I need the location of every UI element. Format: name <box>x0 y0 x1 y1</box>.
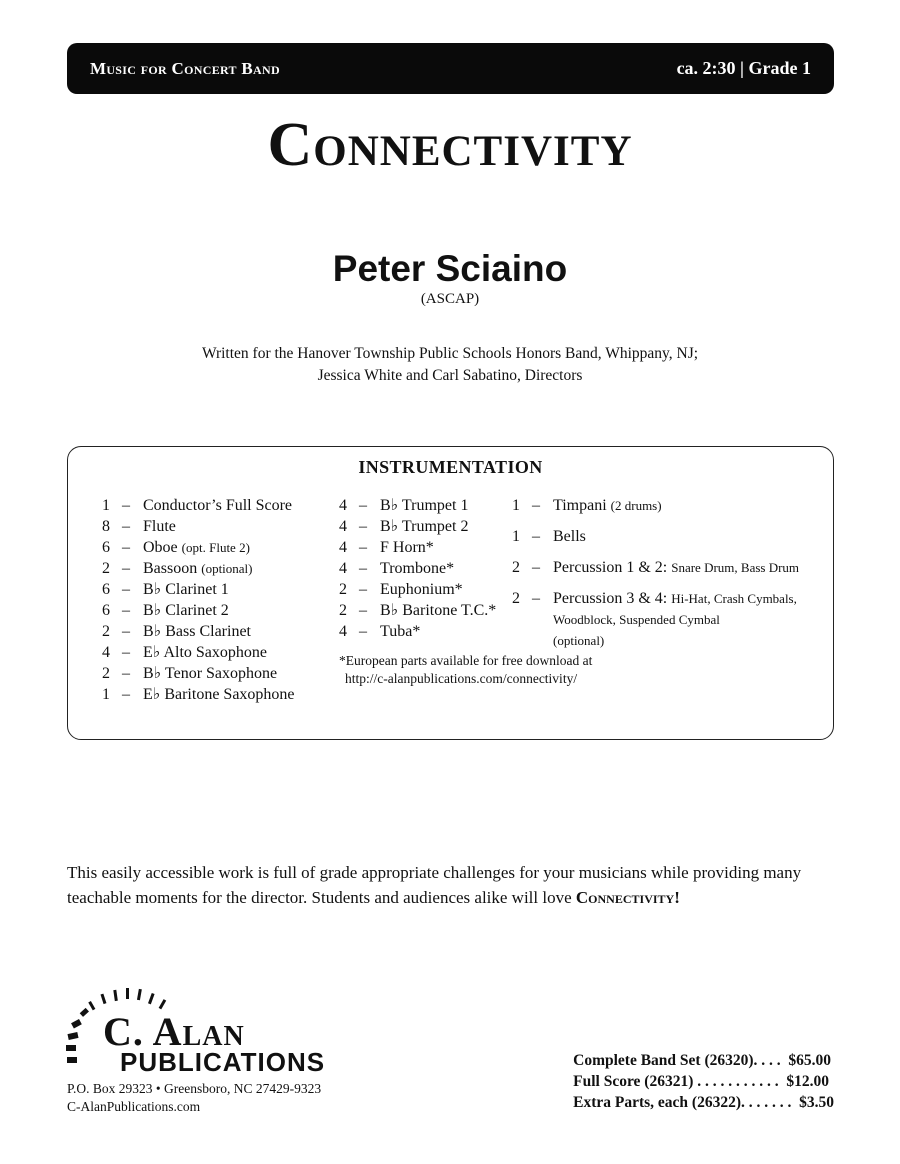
dedication-line-2: Jessica White and Carl Sabatino, Directors <box>317 367 583 384</box>
composer-name: Peter Sciaino <box>332 248 568 289</box>
part-dash: – <box>122 581 130 598</box>
part-note: (opt. Flute 2) <box>181 540 250 555</box>
part-note: Hi-Hat, Crash Cymbals, Woodblock, Suspended Cymbal <box>553 591 797 627</box>
part-name: F Horn* <box>380 539 434 556</box>
logo-mark <box>80 1008 89 1017</box>
logo-mark <box>67 1057 77 1063</box>
part-qty: 4 <box>102 644 110 661</box>
logo-mark <box>67 1032 78 1040</box>
website: C-AlanPublications.com <box>67 1099 201 1114</box>
instrument-row <box>512 588 818 651</box>
instrument-row <box>512 557 818 578</box>
european-note-url: http://c-alanpublications.com/connectivity/ <box>345 671 578 686</box>
part-name <box>553 495 662 516</box>
part-dash: – <box>532 590 540 607</box>
instrument-row <box>102 537 295 558</box>
part-qty: 8 <box>102 518 110 535</box>
instrumentation-column-1 <box>102 495 295 705</box>
part-name: Trombone* <box>380 560 455 577</box>
publisher-address <box>67 1080 321 1116</box>
part-dash: – <box>122 644 130 661</box>
part-qty: 2 <box>102 560 110 577</box>
logo-mark <box>159 999 167 1009</box>
part-qty: 2 <box>339 602 347 619</box>
part-dash: – <box>122 539 130 556</box>
part-name: B♭ Bass Clarinet <box>143 623 251 640</box>
part-name: B♭ Clarinet 2 <box>143 602 229 619</box>
part-dash: – <box>359 623 367 640</box>
price-row: Extra Parts, each (26322). . . . . . . $3.50 <box>573 1094 834 1111</box>
part-qty: 4 <box>339 560 347 577</box>
instrument-row <box>512 495 818 516</box>
part-qty: 1 <box>512 497 520 514</box>
part-note: (2 drums) <box>610 498 662 513</box>
part-dash: – <box>359 518 367 535</box>
instrumentation-column-3 <box>512 495 818 651</box>
part-name: Bells <box>553 528 586 545</box>
price-row: Full Score (26321) . . . . . . . . . . . $12.00 <box>573 1073 830 1090</box>
instrument-row <box>339 579 496 600</box>
instrument-row <box>102 600 295 621</box>
part-qty: 2 <box>512 590 520 607</box>
instrumentation-box <box>67 446 834 740</box>
part-name: E♭ Alto Saxophone <box>143 644 267 661</box>
part-dash: – <box>359 602 367 619</box>
part-name <box>553 588 818 651</box>
part-optional-note: (optional) <box>553 633 605 648</box>
part-qty: 6 <box>102 602 110 619</box>
instrument-row <box>102 684 295 705</box>
instrument-row <box>512 526 818 547</box>
instrument-row <box>102 642 295 663</box>
part-name <box>143 537 250 558</box>
part-name: E♭ Baritone Saxophone <box>143 686 295 703</box>
part-name: B♭ Trumpet 2 <box>380 518 469 535</box>
publisher-name-sub: PUBLICATIONS <box>120 1047 326 1077</box>
publisher-name: C. Alan <box>103 1009 245 1054</box>
dedication <box>0 343 900 387</box>
description-text: This easily accessible work is full of grade appropriate challenges for your musicians while providing many teachable moments for the director. Students and audiences alike will love <box>67 863 802 907</box>
instrument-row <box>339 495 496 516</box>
part-dash: – <box>122 560 130 577</box>
part-name-text: Percussion 3 & 4: <box>553 590 668 607</box>
part-name-text: Percussion 1 & 2: <box>553 559 668 576</box>
part-name: Conductor’s Full Score <box>143 497 293 514</box>
instrument-row <box>339 621 496 642</box>
instrument-row <box>102 558 295 579</box>
price-list <box>573 1050 834 1113</box>
logo-mark <box>66 1045 76 1051</box>
description-title-emphasis: Connectivity! <box>575 888 680 907</box>
part-qty: 1 <box>102 686 110 703</box>
european-note-line-1: *European parts available for free download at <box>339 653 593 668</box>
part-name-text: Timpani <box>553 497 607 514</box>
part-dash: – <box>122 665 130 682</box>
part-dash: – <box>359 539 367 556</box>
part-name-text: Oboe <box>143 539 178 556</box>
description <box>67 860 847 910</box>
logo-mark <box>126 988 129 999</box>
instrument-row <box>102 495 295 516</box>
instrument-row <box>102 663 295 684</box>
part-note: Snare Drum, Bass Drum <box>671 560 800 575</box>
part-qty: 2 <box>339 581 347 598</box>
address-line: P.O. Box 29323 • Greensboro, NC 27429-9323 <box>67 1081 322 1096</box>
part-name: B♭ Clarinet 1 <box>143 581 229 598</box>
part-name: B♭ Tenor Saxophone <box>143 665 278 682</box>
logo-mark <box>101 994 107 1004</box>
part-qty: 4 <box>339 539 347 556</box>
instrument-row <box>339 516 496 537</box>
logo-mark <box>113 990 118 1001</box>
part-dash: – <box>122 518 130 535</box>
instrument-row <box>102 579 295 600</box>
part-dash: – <box>359 497 367 514</box>
header-bar <box>67 43 834 94</box>
part-qty: 4 <box>339 623 347 640</box>
duration-grade: ca. 2:30 | Grade 1 <box>676 58 811 78</box>
instrumentation-heading: INSTRUMENTATION <box>358 457 543 477</box>
part-dash: – <box>532 559 540 576</box>
dedication-line-1: Written for the Hanover Township Public Schools Honors Band, Whippany, NJ; <box>201 345 699 362</box>
part-dash: – <box>359 581 367 598</box>
part-dash: – <box>359 560 367 577</box>
part-dash: – <box>122 602 130 619</box>
series-label: Music for Concert Band <box>90 58 280 78</box>
part-qty: 4 <box>339 497 347 514</box>
part-qty: 1 <box>102 497 110 514</box>
logo-mark <box>88 1001 95 1010</box>
instrument-row <box>102 516 295 537</box>
part-qty: 2 <box>512 559 520 576</box>
part-dash: – <box>122 623 130 640</box>
page-title: Connectivity <box>267 111 633 179</box>
part-name <box>553 557 799 578</box>
part-dash: – <box>532 497 540 514</box>
part-dash: – <box>122 686 130 703</box>
part-qty: 6 <box>102 539 110 556</box>
part-note: (optional) <box>201 561 253 576</box>
part-qty: 4 <box>339 518 347 535</box>
logo-mark <box>148 993 155 1004</box>
logo-mark <box>71 1019 82 1029</box>
part-name: B♭ Trumpet 1 <box>380 497 469 514</box>
part-name: Euphonium* <box>380 581 463 598</box>
price-row: Complete Band Set (26320). . . . $65.00 <box>573 1052 832 1069</box>
part-qty: 2 <box>102 665 110 682</box>
part-name: Flute <box>143 518 176 535</box>
part-name <box>143 558 253 579</box>
part-qty: 2 <box>102 623 110 640</box>
part-dash: – <box>122 497 130 514</box>
instrument-row <box>339 537 496 558</box>
part-name-text: Bassoon <box>143 560 198 577</box>
instrument-row <box>102 621 295 642</box>
part-dash: – <box>532 528 540 545</box>
part-name: Tuba* <box>380 623 421 640</box>
european-parts-note <box>339 652 592 688</box>
logo-mark <box>137 989 142 1000</box>
part-name: B♭ Baritone T.C.* <box>380 602 497 619</box>
composer-affiliation: (ASCAP) <box>420 291 480 307</box>
part-qty: 1 <box>512 528 520 545</box>
instrument-row <box>339 558 496 579</box>
part-qty: 6 <box>102 581 110 598</box>
instrumentation-column-2 <box>339 495 496 642</box>
instrument-row <box>339 600 496 621</box>
